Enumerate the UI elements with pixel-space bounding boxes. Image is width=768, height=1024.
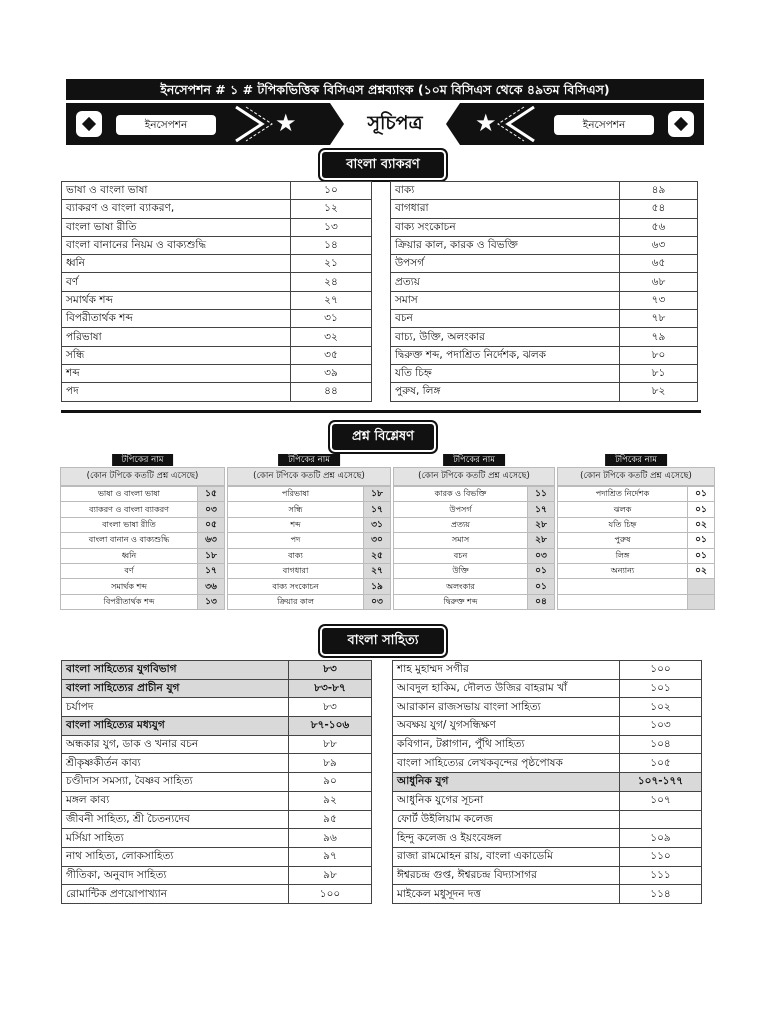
count-cell: ৬৩	[198, 533, 225, 548]
topic-cell: সন্ধি	[228, 502, 364, 517]
grammar-table-right	[390, 181, 698, 402]
page-number-cell: ৮০	[620, 346, 698, 364]
table-row	[228, 594, 391, 609]
analysis-table	[393, 486, 555, 610]
topic-cell: অবক্ষয় যুগ/ যুগসন্ধিক্ষণ	[393, 717, 620, 736]
topic-cell: ধ্বনি	[62, 255, 291, 273]
table-row	[394, 579, 555, 594]
topic-cell: ক্রিয়ার কাল, কারক ও বিভক্তি	[391, 236, 620, 254]
page-number-cell: ১০৩	[620, 717, 702, 736]
count-cell: ৩০	[364, 533, 391, 548]
topic-cell: সমাস	[394, 533, 528, 548]
topic-cell: আরাকান রাজসভায় বাংলা সাহিত্য	[393, 698, 620, 717]
topic-cell: চণ্ডীদাস সমস্যা, বৈষ্ণব সাহিত্য	[62, 773, 289, 792]
section-title-analysis: প্রশ্ন বিশ্লেষণ	[332, 424, 434, 450]
table-row	[558, 548, 715, 563]
table-row	[61, 502, 225, 517]
topic-cell: অন্যান্য	[558, 563, 688, 578]
table-row	[391, 310, 698, 328]
topic-cell: বাক্য সংকোচন	[391, 218, 620, 236]
count-cell	[688, 594, 715, 609]
page-number-cell: ২৭	[291, 291, 372, 309]
table-row	[62, 829, 372, 848]
topic-cell: বাগধারা	[391, 200, 620, 218]
table-row	[61, 548, 225, 563]
topic-name-header	[557, 452, 715, 467]
count-cell: ০১	[688, 502, 715, 517]
page-number-cell: ১২	[291, 200, 372, 218]
topic-cell: মঙ্গল কাব্য	[62, 791, 289, 810]
table-row	[61, 533, 225, 548]
topic-cell: বাক্য	[228, 548, 364, 563]
topic-cell: বাংলা বানান ও বাক্যশুদ্ধি	[61, 533, 198, 548]
page-number-cell: ৩৫	[291, 346, 372, 364]
topic-cell: যতি চিহ্ন	[391, 364, 620, 382]
count-cell: ০৩	[364, 594, 391, 609]
topic-name-header	[393, 452, 555, 467]
page-number-cell: ১০	[291, 182, 372, 200]
count-cell: ২৫	[364, 548, 391, 563]
page-number-cell: ১০০	[620, 661, 702, 680]
star-icon: ★	[275, 109, 297, 137]
table-row	[228, 563, 391, 578]
table-row	[558, 563, 715, 578]
count-cell: ০১	[688, 548, 715, 563]
table-row	[391, 236, 698, 254]
table-row	[394, 548, 555, 563]
table-row	[61, 594, 225, 609]
analysis-block	[60, 452, 225, 610]
page-number-cell: ৮২	[620, 383, 698, 401]
page-number-cell: ১০৫	[620, 754, 702, 773]
table-row	[62, 255, 372, 273]
table-row	[62, 773, 372, 792]
topic-cell: নাথ সাহিত্য, লোকসাহিত্য	[62, 847, 289, 866]
literature-table-right	[392, 660, 702, 904]
table-row	[62, 218, 372, 236]
analysis-block	[557, 452, 715, 610]
page-number-cell: ১০৯	[620, 829, 702, 848]
count-cell: ১৫	[198, 487, 225, 502]
count-cell: ২৭	[364, 563, 391, 578]
page-number-cell: ৯৭	[289, 847, 372, 866]
table-row	[391, 383, 698, 401]
topic-cell: সন্ধি	[62, 346, 291, 364]
table-row	[394, 533, 555, 548]
topic-cell: ভাষা ও বাংলা ভাষা	[61, 487, 198, 502]
table-row	[228, 487, 391, 502]
table-row	[393, 754, 702, 773]
table-row	[558, 533, 715, 548]
page-number-cell: ৮১	[620, 364, 698, 382]
table-row	[62, 679, 372, 698]
count-cell: ০১	[688, 533, 715, 548]
page-number-cell: ৯০	[289, 773, 372, 792]
page-number-cell: ৩২	[291, 328, 372, 346]
topic-cell: প্রত্যয়	[394, 517, 528, 532]
analysis-table	[60, 486, 225, 610]
topic-cell: সমার্থক শব্দ	[61, 579, 198, 594]
topic-cell: লিঙ্গ	[558, 548, 688, 563]
table-row	[62, 200, 372, 218]
page-number-cell: ৮৯	[289, 754, 372, 773]
count-cell: ০৩	[198, 502, 225, 517]
analysis-table	[557, 486, 715, 610]
page-number-cell: ৫৬	[620, 218, 698, 236]
count-cell: ১৩	[198, 594, 225, 609]
table-row	[62, 754, 372, 773]
topic-cell: বাক্য	[391, 182, 620, 200]
table-row	[393, 847, 702, 866]
topic-cell	[558, 579, 688, 594]
topic-name-label: টপিকের নাম	[443, 454, 505, 466]
page-number-cell: ১০২	[620, 698, 702, 717]
topic-cell: বিপরীতার্থক শব্দ	[62, 310, 291, 328]
topic-cell: শাহ মুহাম্মদ সগীর	[393, 661, 620, 680]
topic-cell: বাংলা বানানের নিয়ম ও বাক্যশুদ্ধি	[62, 236, 291, 254]
table-row	[62, 735, 372, 754]
header-bar: ইনসেপশন # ১ # টপিকভিত্তিক বিসিএস প্রশ্নব্যাংক (১০ম বিসিএস থেকে ৪৯তম বিসিএস)	[66, 79, 704, 100]
topic-cell: বাংলা সাহিত্যের লেখকবৃন্দের পৃষ্ঠপোষক	[393, 754, 620, 773]
table-row	[558, 517, 715, 532]
count-cell: ৩১	[364, 517, 391, 532]
topic-cell: বর্ণ	[62, 273, 291, 291]
page-number-cell: ৮৭-১০৬	[289, 717, 372, 736]
table-row	[393, 679, 702, 698]
count-cell: ০২	[688, 563, 715, 578]
table-row	[62, 717, 372, 736]
table-row	[393, 735, 702, 754]
topic-cell: যতি চিহ্ন	[558, 517, 688, 532]
topic-cell: ধ্বনি	[61, 548, 198, 563]
topic-cell: শব্দ	[62, 364, 291, 382]
table-row	[391, 218, 698, 236]
table-row	[62, 346, 372, 364]
table-row	[393, 885, 702, 904]
table-row	[62, 364, 372, 382]
table-row	[391, 346, 698, 364]
table-row	[62, 236, 372, 254]
topic-cell: বাক্য সংকোচন	[228, 579, 364, 594]
topic-cell: জীবনী সাহিত্য, শ্রী চৈতন্যদেব	[62, 810, 289, 829]
table-row	[62, 328, 372, 346]
table-row	[558, 502, 715, 517]
banner-title-box	[330, 103, 460, 145]
count-cell: ০১	[528, 579, 555, 594]
topic-cell: ব্যাকরণ ও বাংলা ব্যাকরণ,	[62, 200, 291, 218]
topic-name-header	[60, 452, 225, 467]
grammar-table-left	[61, 181, 372, 402]
topic-cell: বাংলা সাহিত্যের যুগবিভাগ	[62, 661, 289, 680]
table-row	[394, 502, 555, 517]
page-number-cell: ৮৩	[289, 661, 372, 680]
topic-cell: চর্যাপদ	[62, 698, 289, 717]
question-count-header: (কোন টপিকে কতটি প্রশ্ন এসেছে)	[393, 467, 555, 486]
topic-cell: ভাষা ও বাংলা ভাষা	[62, 182, 291, 200]
topic-cell: বিপরীতার্থক শব্দ	[61, 594, 198, 609]
table-row	[558, 594, 715, 609]
topic-cell: অন্ধকার যুগ, ডাক ও খনার বচন	[62, 735, 289, 754]
page-number-cell: ১১৪	[620, 885, 702, 904]
topic-cell: উক্তি	[394, 563, 528, 578]
page-number-cell: ৩৯	[291, 364, 372, 382]
count-cell: ১৮	[198, 548, 225, 563]
topic-name-label: টপিকের নাম	[605, 454, 667, 466]
count-cell: ৩৬	[198, 579, 225, 594]
topic-cell: অলংকার	[394, 579, 528, 594]
topic-cell: বাগধারা	[228, 563, 364, 578]
table-row	[62, 791, 372, 810]
topic-cell: বর্ণ	[61, 563, 198, 578]
count-cell: ১৭	[364, 502, 391, 517]
topic-cell: শব্দ	[228, 517, 364, 532]
table-row	[393, 661, 702, 680]
topic-cell: বচন	[391, 310, 620, 328]
banner-label-right: ইনসেপশন	[554, 115, 654, 135]
table-row	[391, 200, 698, 218]
page-number-cell: ৯৬	[289, 829, 372, 848]
topic-cell: গীতিকা, অনুবাদ সাহিত্য	[62, 866, 289, 885]
topic-cell: সমার্থক শব্দ	[62, 291, 291, 309]
count-cell: ০২	[688, 517, 715, 532]
topic-cell: ব্যাকরণ ও বাংলা ব্যাকরণ	[61, 502, 198, 517]
count-cell: ১৭	[528, 502, 555, 517]
topic-cell: প্রত্যয়	[391, 273, 620, 291]
topic-cell: শ্রীকৃষ্ণকীর্তন কাব্য	[62, 754, 289, 773]
page-number-cell: ৩১	[291, 310, 372, 328]
page-number-cell: ৮৩	[289, 698, 372, 717]
page-number-cell: ১১১	[620, 866, 702, 885]
table-row	[393, 773, 702, 792]
table-row	[62, 182, 372, 200]
table-row	[62, 885, 372, 904]
question-count-header: (কোন টপিকে কতটি প্রশ্ন এসেছে)	[227, 467, 391, 486]
topic-cell: বাংলা ভাষা রীতি	[62, 218, 291, 236]
topic-cell: উপসর্গ	[391, 255, 620, 273]
count-cell: ১৭	[198, 563, 225, 578]
table-row	[62, 273, 372, 291]
count-cell: ০৪	[528, 594, 555, 609]
question-analysis	[60, 452, 710, 617]
page-number-cell: ১৪	[291, 236, 372, 254]
table-row	[558, 579, 715, 594]
topic-cell: মাইকেল মধুসূদন দত্ত	[393, 885, 620, 904]
table-row	[394, 594, 555, 609]
topic-cell: আধুনিক যুগের সূচনা	[393, 791, 620, 810]
table-row	[61, 579, 225, 594]
section-title-grammar: বাংলা ব্যাকরণ	[322, 152, 444, 178]
banner-label-left: ইনসেপশন	[116, 115, 216, 135]
table-row	[394, 563, 555, 578]
page-number-cell: ২১	[291, 255, 372, 273]
analysis-table	[227, 486, 391, 610]
table-row	[391, 182, 698, 200]
table-row	[62, 698, 372, 717]
topic-cell: রাজা রামমোহন রায়, বাংলা একাডেমি	[393, 847, 620, 866]
page-number-cell: ১০০	[289, 885, 372, 904]
table-row	[61, 487, 225, 502]
topic-cell: দ্বিরুক্ত শব্দ	[394, 594, 528, 609]
analysis-block	[227, 452, 391, 610]
topic-cell: আধুনিক যুগ	[393, 773, 620, 792]
page-number-cell: ৭৩	[620, 291, 698, 309]
topic-cell: ক্রিয়ার কাল	[228, 594, 364, 609]
table-row	[61, 563, 225, 578]
table-row	[394, 517, 555, 532]
table-row	[393, 698, 702, 717]
question-count-header: (কোন টপিকে কতটি প্রশ্ন এসেছে)	[557, 467, 715, 486]
topic-cell: রোমান্টিক প্রণয়োপাখ্যান	[62, 885, 289, 904]
table-row	[62, 866, 372, 885]
table-row	[393, 791, 702, 810]
count-cell: ১৮	[364, 487, 391, 502]
table-row	[62, 310, 372, 328]
page-number-cell: ৯৫	[289, 810, 372, 829]
topic-cell: পরিভাষা	[228, 487, 364, 502]
page-number-cell: ১০৪	[620, 735, 702, 754]
topic-cell: পদ	[228, 533, 364, 548]
table-row	[394, 487, 555, 502]
topic-cell: পুরুষ	[558, 533, 688, 548]
topic-cell: কবিগান, টপ্পাগান, পুঁথি সাহিত্য	[393, 735, 620, 754]
table-row	[62, 291, 372, 309]
page-number-cell: ৭৮	[620, 310, 698, 328]
topic-name-label: টপিকের নাম	[112, 454, 174, 466]
table-row	[558, 487, 715, 502]
page-number-cell: ৭৯	[620, 328, 698, 346]
topic-cell: ঈশ্বরচন্দ্র গুপ্ত, ঈশ্বরচন্দ্র বিদ্যাসাগর	[393, 866, 620, 885]
table-row	[62, 810, 372, 829]
count-cell: ০৫	[198, 517, 225, 532]
page-number-cell: ১০৭-১৭৭	[620, 773, 702, 792]
topic-cell: বাংলা সাহিত্যের মধ্যযুগ	[62, 717, 289, 736]
literature-table-left	[61, 660, 372, 904]
page-number-cell	[620, 810, 702, 829]
topic-cell: বচন	[394, 548, 528, 563]
topic-cell: পদাশ্রিত নির্দেশক	[558, 487, 688, 502]
topic-cell	[558, 594, 688, 609]
topic-cell: সমাস	[391, 291, 620, 309]
table-row	[228, 533, 391, 548]
count-cell: ০১	[528, 563, 555, 578]
count-cell: ১১	[528, 487, 555, 502]
page-number-cell: ৪৪	[291, 383, 372, 401]
topic-cell: উপসর্গ	[394, 502, 528, 517]
page-number-cell: ১০১	[620, 679, 702, 698]
topic-cell: বাচ্য, উক্তি, অলংকার	[391, 328, 620, 346]
topic-cell: হিন্দু কলেজ ও ইয়ংবেঙ্গল	[393, 829, 620, 848]
table-row	[393, 829, 702, 848]
table-row	[228, 502, 391, 517]
count-cell: ১৯	[364, 579, 391, 594]
page-number-cell: ১০৭	[620, 791, 702, 810]
table-row	[393, 810, 702, 829]
topic-cell: কারক ও বিভক্তি	[394, 487, 528, 502]
topic-name-label: টপিকের নাম	[278, 454, 340, 466]
topic-cell: ফোর্ট উইলিয়াম কলেজ	[393, 810, 620, 829]
topic-cell: আবদুল হাকিম, দৌলত উজির বাহরাম খাঁ	[393, 679, 620, 698]
count-cell: ০১	[688, 487, 715, 502]
table-row	[393, 866, 702, 885]
table-row	[62, 661, 372, 680]
page-number-cell: ৯২	[289, 791, 372, 810]
table-row	[228, 517, 391, 532]
topic-cell: বাংলা ভাষা রীতি	[61, 517, 198, 532]
page-number-cell: ৫৪	[620, 200, 698, 218]
topic-cell: পরিভাষা	[62, 328, 291, 346]
page-number-cell: ৯৮	[289, 866, 372, 885]
topic-cell: বাংলা সাহিত্যের প্রাচীন যুগ	[62, 679, 289, 698]
count-cell	[688, 579, 715, 594]
section-title-literature: বাংলা সাহিত্য	[322, 628, 444, 654]
table-row	[393, 717, 702, 736]
star-icon: ★	[475, 109, 497, 137]
count-cell: ২৮	[528, 533, 555, 548]
table-row	[228, 548, 391, 563]
page-number-cell: ৬৩	[620, 236, 698, 254]
topic-cell: মর্সিয়া সাহিত্য	[62, 829, 289, 848]
diamond-icon	[668, 111, 694, 137]
page-number-cell: ২৪	[291, 273, 372, 291]
topic-cell: ঝলক	[558, 502, 688, 517]
question-count-header: (কোন টপিকে কতটি প্রশ্ন এসেছে)	[60, 467, 225, 486]
page-number-cell: ১১০	[620, 847, 702, 866]
table-row	[61, 517, 225, 532]
table-row	[391, 273, 698, 291]
table-row	[228, 579, 391, 594]
page-number-cell: ১৩	[291, 218, 372, 236]
divider	[61, 410, 701, 413]
table-row	[62, 847, 372, 866]
topic-cell: পুরুষ, লিঙ্গ	[391, 383, 620, 401]
diamond-icon	[76, 111, 102, 137]
table-row	[391, 328, 698, 346]
page-number-cell: ৮৩-৮৭	[289, 679, 372, 698]
page-number-cell: ৪৯	[620, 182, 698, 200]
topic-name-header	[227, 452, 391, 467]
page-title: সূচিপত্র	[367, 112, 423, 134]
topic-cell: দ্বিরুক্ত শব্দ, পদাশ্রিত নির্দেশক, ঝলক	[391, 346, 620, 364]
page-number-cell: ৬৮	[620, 273, 698, 291]
page-number-cell: ৬৫	[620, 255, 698, 273]
title-banner	[66, 103, 704, 145]
analysis-block	[393, 452, 555, 610]
page-number-cell: ৮৮	[289, 735, 372, 754]
table-row	[391, 364, 698, 382]
table-row	[391, 291, 698, 309]
topic-cell: পদ	[62, 383, 291, 401]
count-cell: ২৮	[528, 517, 555, 532]
table-row	[62, 383, 372, 401]
count-cell: ০৩	[528, 548, 555, 563]
table-row	[391, 255, 698, 273]
